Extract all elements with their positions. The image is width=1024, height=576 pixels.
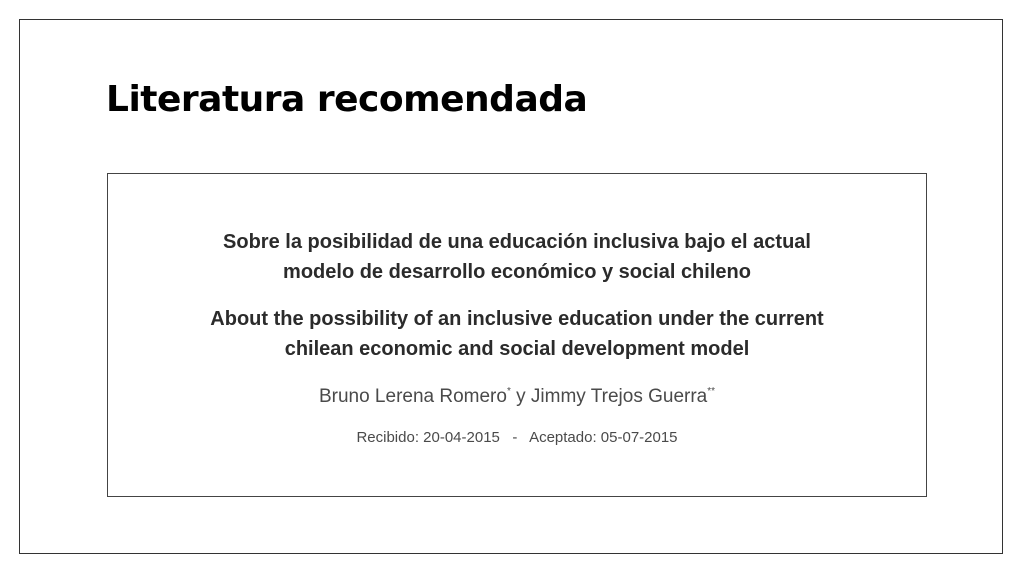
received-date: Recibido: 20-04-2015 bbox=[356, 429, 500, 446]
slide-title: Literatura recomendada bbox=[106, 79, 588, 120]
paper-excerpt-image bbox=[107, 173, 927, 497]
accepted-date: Aceptado: 05-07-2015 bbox=[529, 429, 678, 446]
author-2-footnote-mark: ** bbox=[707, 386, 716, 397]
paper-title-spanish-line-2: modelo de desarrollo económico y social chileno bbox=[283, 261, 751, 283]
paper-authors bbox=[108, 384, 926, 410]
paper-title-english-line-2: chilean economic and social development model bbox=[284, 338, 750, 360]
slide bbox=[19, 19, 1003, 554]
author-1-footnote-mark: * bbox=[506, 386, 511, 397]
paper-dates bbox=[108, 427, 926, 449]
author-joiner: y bbox=[510, 386, 531, 407]
date-separator: - bbox=[499, 429, 530, 446]
author-2-name: Jimmy Trejos Guerra bbox=[530, 386, 708, 407]
paper-title-spanish bbox=[108, 227, 926, 287]
paper-title-english bbox=[108, 304, 926, 364]
paper-title-spanish-line-1: Sobre la posibilidad de una educación inclusiva bajo el actual bbox=[223, 231, 811, 253]
author-1-name: Bruno Lerena Romero bbox=[318, 386, 507, 407]
paper-title-english-line-1: About the possibility of an inclusive education under the current bbox=[210, 308, 824, 330]
